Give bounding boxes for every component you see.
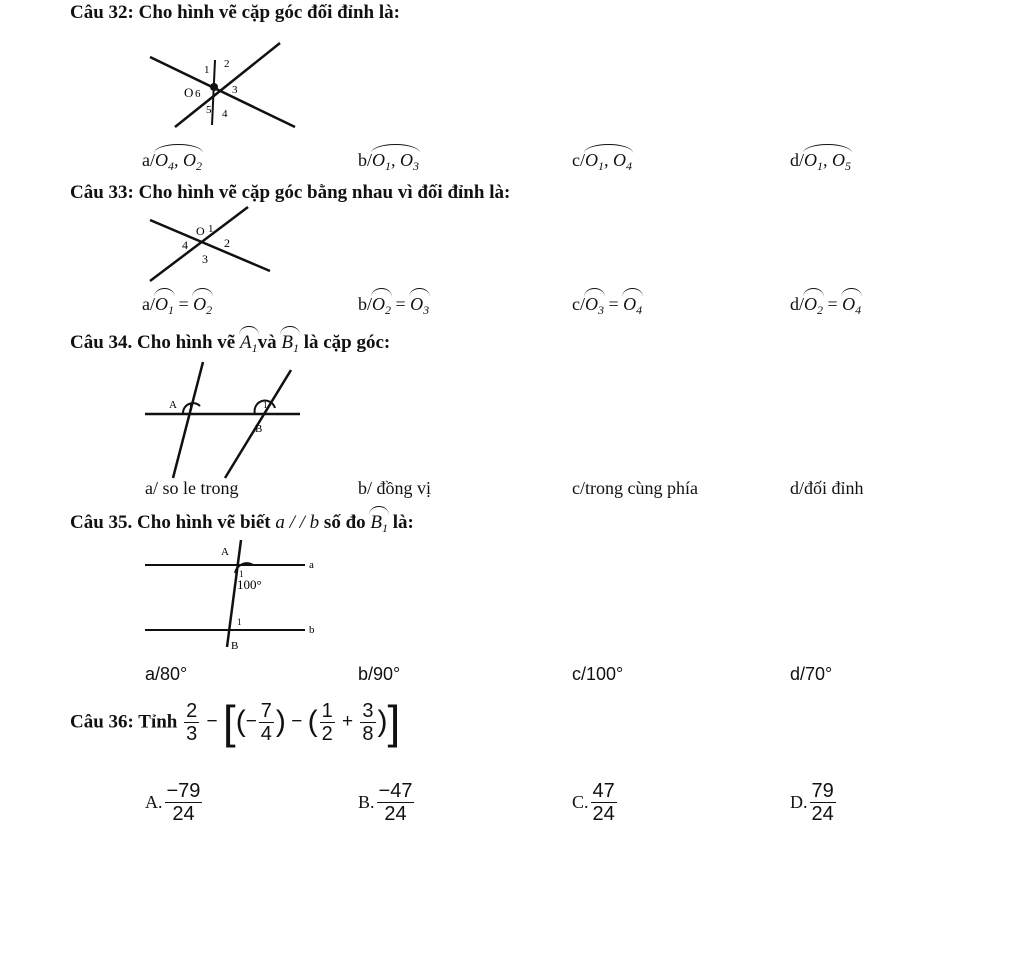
q33-fig-label-3: 3 [202,252,208,266]
q33-option-c[interactable]: $c/O_3 = O_4$ [572,290,642,318]
q34-fig-label-b: B [255,423,263,435]
q33-figure [150,205,280,285]
q32-title: Câu 32: Cho hình vẽ cặp góc đối đỉnh là: [70,2,400,23]
q32-fig-label-2: 2 [224,58,230,70]
q36-option-a[interactable]: A. $\frac{-79}{24}$ [145,780,201,825]
q33-option-d[interactable]: $d/O_2 = O_4$ [790,290,861,318]
q34-fig-label-b1: 1 [263,400,268,410]
q35-fig-label-a: a [309,559,314,571]
q36-question [70,695,400,749]
q35-option-a[interactable]: a/80° [145,664,188,684]
q34-title: Câu 34. Cho hình vẽ $A_1và$ $B_1$ là cặp góc: [70,328,390,356]
q35-fig-label-b: b [309,624,315,636]
q33-fig-label-2: 2 [224,236,230,250]
q36-expression: $\frac{2}{3}$ − [(− $\frac{7}{4}$ ) − ( $\frac{1}{2}$ + $\frac{3}{8}$ )] [186,696,401,748]
q32-fig-label-6: 6 [195,88,201,100]
q35-option-c[interactable]: c/100° [572,664,624,684]
q32-fig-label-1: 1 [204,64,210,76]
q34-option-c[interactable]: c/trong cùng phía [572,478,698,498]
q33-fig-label-1: 1 [208,223,214,235]
q36-option-b[interactable]: B. $\frac{-47}{24}$ [358,780,413,825]
q33-fig-label-4: 4 [182,238,188,252]
q32-option-b[interactable]: $b/O_1$, $O_3$ [358,146,419,174]
q36-option-d[interactable]: D. $\frac{79}{24}$ [790,780,834,825]
q33-option-a[interactable]: $a/O_1 = O_2$ [142,290,212,318]
q32-option-c[interactable]: $c/O_1$, $O_4$ [572,146,632,174]
q32-figure [140,35,310,135]
q34-figure [145,360,315,480]
q32-fig-label-4: 4 [222,108,228,120]
q35-title: Câu 35. Cho hình vẽ biết a / / b số đo $B_1$ là: [70,508,414,536]
q35-option-b[interactable]: b/90° [358,664,401,684]
q35-fig-label-B: B [231,640,239,652]
q32-option-a[interactable]: $a/O_4$, $O_2$ [142,146,202,174]
q35-fig-label-a1: 1 [239,569,244,579]
q36-option-c[interactable]: C. $\frac{47}{24}$ [572,780,615,825]
q36-title: Câu 36: Tỉnh [70,711,178,733]
q33-title: Câu 33: Cho hình vẽ cặp góc bằng nhau vì đối đỉnh là: [70,182,511,203]
q32-fig-label-o: O [184,85,194,100]
q32-option-d[interactable]: $d/O_1$, $O_5$ [790,146,851,174]
q33-fig-label-o: O [196,224,205,238]
q33-option-b[interactable]: $b/O_2 = O_3$ [358,290,429,318]
q32-fig-label-3: 3 [232,84,238,96]
q35-option-d[interactable]: d/70° [790,664,833,684]
q35-fig-label-b1: 1 [237,617,242,627]
q34-fig-label-a: A [169,399,177,411]
q34-option-b[interactable]: b/ đồng vị [358,478,432,498]
q35-fig-label-100: 100° [237,577,262,592]
q34-option-a[interactable]: a/ so le trong [145,478,239,498]
q32-fig-label-5: 5 [206,104,212,116]
q35-figure [145,535,325,655]
q34-option-d[interactable]: d/đối đỉnh [790,478,864,498]
q34-fig-label-a1: 1 [188,402,193,412]
q35-fig-label-A: A [221,546,229,558]
